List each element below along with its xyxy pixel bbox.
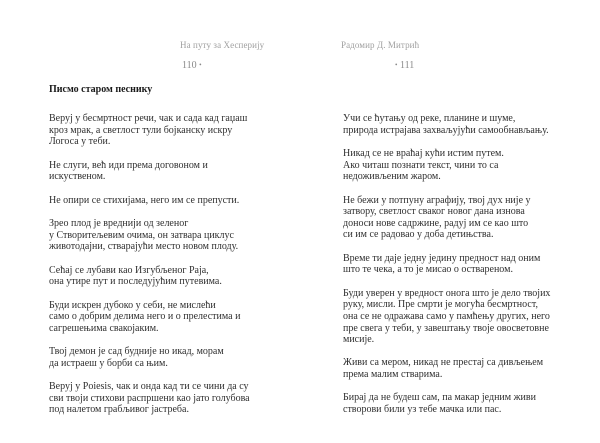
verse-line: кроз мрак, а светлост тули бојканску искру xyxy=(49,124,233,136)
stanza xyxy=(49,218,289,253)
verse-line: она се не одражава само у памћењу других, него xyxy=(343,310,550,322)
left-folio-mark: • xyxy=(199,61,202,69)
left-running-head: На путу за Хесперију xyxy=(180,40,265,50)
verse-line: Ако читаш познати текст, чини то са xyxy=(343,159,499,171)
right-poem-body xyxy=(343,113,588,427)
right-page xyxy=(300,0,600,443)
verse-line: Време ти даје једну једину предност над оним xyxy=(343,252,541,264)
verse-line: сагрешењима свакојаким. xyxy=(49,322,159,334)
verse-line: под налетом грабљивог јастреба. xyxy=(49,404,189,416)
verse-line: животодајни, стварајући место новом плоду. xyxy=(49,241,239,253)
verse-line: Твој демон је сад будније но икад, морам xyxy=(49,346,224,358)
stanza xyxy=(343,113,588,136)
verse-line: Никад се не враћај кући истим путем. xyxy=(343,147,504,159)
verse-line: мисије. xyxy=(343,334,375,346)
verse-line: Бирај да не будеш сам, па макар једним живи xyxy=(343,392,536,404)
stanza xyxy=(49,265,289,288)
right-folio-number: 111 xyxy=(399,60,415,71)
verse-line: Живи са мером, никад не престај са дивљењем xyxy=(343,357,544,369)
verse-line: Учи се ћутању од реке, планине и шуме, xyxy=(343,113,516,124)
right-running-head: Радомир Д. Митрић xyxy=(341,40,420,50)
verse-line: Веруј у бесмртност речи, чак и сада кад гаџаш xyxy=(49,113,248,124)
verse-line: Буди искрен дубоко у себи, не мислећи xyxy=(49,299,216,311)
stanza xyxy=(343,288,588,346)
verse-line: недоживљеним жаром. xyxy=(343,171,441,183)
verse-line: у Створитељевим очима, он затвара циклус xyxy=(49,229,234,241)
stanza xyxy=(49,113,289,148)
verse-line: пре свега у теби, у завештању твоје овосветовне xyxy=(343,322,549,334)
verse-line: природа истрајава захваљујући самообнављању. xyxy=(343,124,549,136)
verse-line: си им се радовао у доба детињства. xyxy=(343,229,494,241)
stanza xyxy=(49,160,289,183)
left-folio-number: 110 xyxy=(182,60,197,71)
poem-title: Писмо старом песнику xyxy=(49,84,153,95)
left-poem-body xyxy=(49,113,289,428)
stanza xyxy=(49,195,289,207)
verse-line: доноси нове садржине, радуј им се као што xyxy=(343,217,529,229)
verse-line: затвору, светлост сваког новог дана изнова xyxy=(343,206,525,218)
stanza xyxy=(343,195,588,241)
stanza xyxy=(49,381,289,416)
verse-line: створови били уз тебе мачка или пас. xyxy=(343,404,502,416)
verse-line: Веруј у Poiesis, чак и онда кад ти се чини да су xyxy=(49,381,249,393)
verse-line: Не бежи у потпуну аграфију, твој дух није у xyxy=(343,194,531,206)
stanza xyxy=(343,392,588,415)
verse-line: Не опири се стихијама, него им се препусти. xyxy=(49,194,240,206)
verse-line: руку, мисли. Пре смрти је могућа бесмртност, xyxy=(343,299,538,311)
stanza xyxy=(343,253,588,276)
verse-line: само о добрим делима него и о прелестима и xyxy=(49,311,241,323)
verse-line: да истраеш у борби са њим. xyxy=(49,357,168,369)
right-folio-mark: • xyxy=(395,61,398,69)
right-page-number xyxy=(395,60,414,71)
verse-line: сви твоји стихови распршени као јато голубова xyxy=(49,392,250,404)
verse-line: Сећај се лубави као Изгубљеног Раја, xyxy=(49,264,209,276)
stanza xyxy=(343,357,588,380)
stanza xyxy=(49,300,289,335)
verse-line: што те чека, а то је мисао о оствареном. xyxy=(343,264,513,276)
verse-line: Не слуги, већ иди према договоном и xyxy=(49,159,208,171)
verse-line: Логоса у теби. xyxy=(49,136,111,148)
stanza xyxy=(343,148,588,183)
verse-line: она утире пут и последујућим путевима. xyxy=(49,276,222,288)
stanza xyxy=(49,346,289,369)
verse-line: Буди уверен у вредност онога што је дело твојих xyxy=(343,287,551,299)
verse-line: према малим стварима. xyxy=(343,369,443,381)
verse-line: искуственом. xyxy=(49,171,106,183)
verse-line: Зрео плод је вреднији од зеленог xyxy=(49,217,189,229)
left-page-number xyxy=(182,60,202,71)
